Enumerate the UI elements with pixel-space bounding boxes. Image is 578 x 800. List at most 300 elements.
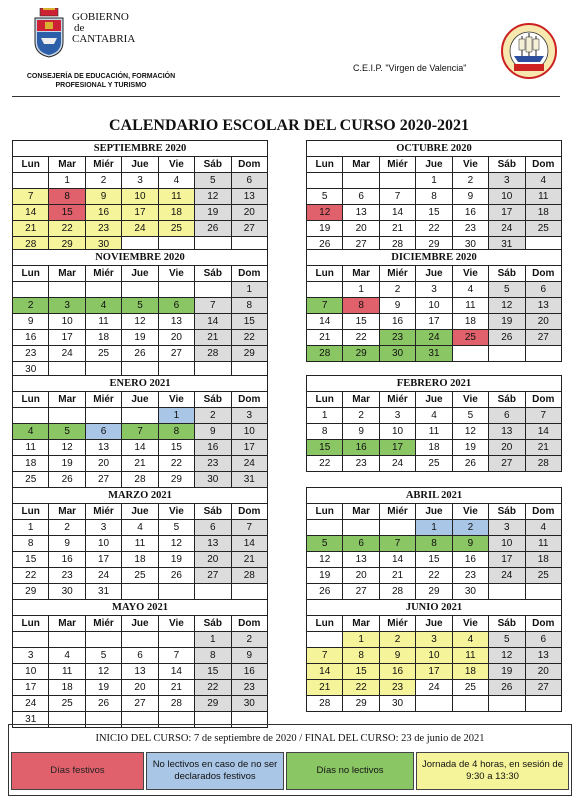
day-cell: 15 bbox=[158, 440, 194, 456]
day-cell: 28 bbox=[307, 696, 343, 712]
day-cell: 16 bbox=[343, 440, 379, 456]
day-cell: 10 bbox=[231, 424, 267, 440]
weekday-header: Jue bbox=[122, 392, 158, 408]
day-cell: 16 bbox=[85, 205, 121, 221]
day-cell: 11 bbox=[452, 298, 488, 314]
day-cell: 23 bbox=[343, 456, 379, 472]
day-cell: 10 bbox=[122, 189, 158, 205]
day-cell: 4 bbox=[525, 520, 561, 536]
gov-line-2: de bbox=[74, 22, 85, 34]
day-cell: 4 bbox=[452, 282, 488, 298]
day-cell: 14 bbox=[195, 314, 231, 330]
day-cell: 17 bbox=[231, 440, 267, 456]
day-cell: 13 bbox=[122, 664, 158, 680]
weekday-header: Sáb bbox=[195, 266, 231, 282]
weekday-header: Sáb bbox=[489, 392, 525, 408]
day-cell: 22 bbox=[13, 568, 49, 584]
month-title: OCTUBRE 2020 bbox=[307, 141, 562, 157]
day-cell: 24 bbox=[231, 456, 267, 472]
day-cell: 18 bbox=[13, 456, 49, 472]
empty-cell bbox=[85, 282, 121, 298]
day-cell: 1 bbox=[158, 408, 194, 424]
day-cell: 8 bbox=[158, 424, 194, 440]
day-cell: 15 bbox=[231, 314, 267, 330]
day-cell: 7 bbox=[195, 298, 231, 314]
empty-cell bbox=[231, 584, 267, 600]
month-table bbox=[12, 487, 268, 600]
day-cell: 24 bbox=[122, 221, 158, 237]
day-cell: 2 bbox=[379, 632, 415, 648]
day-cell: 6 bbox=[122, 648, 158, 664]
day-cell: 21 bbox=[122, 456, 158, 472]
weekday-header: Jue bbox=[416, 266, 452, 282]
day-cell: 3 bbox=[231, 408, 267, 424]
day-cell: 7 bbox=[122, 424, 158, 440]
day-cell: 12 bbox=[158, 536, 194, 552]
day-cell: 7 bbox=[307, 298, 343, 314]
day-cell: 16 bbox=[452, 552, 488, 568]
weekday-header: Miér bbox=[379, 266, 415, 282]
day-cell: 1 bbox=[13, 520, 49, 536]
day-cell: 26 bbox=[122, 346, 158, 362]
day-cell: 14 bbox=[525, 424, 561, 440]
day-cell: 12 bbox=[452, 424, 488, 440]
weekday-header: Mar bbox=[49, 392, 85, 408]
empty-cell bbox=[158, 584, 194, 600]
day-cell: 27 bbox=[525, 680, 561, 696]
consejeria-label: CONSEJERÍA DE EDUCACIÓN, FORMACIÓN PROFESIONAL Y TURISMO bbox=[26, 73, 176, 89]
weekday-header: Mar bbox=[49, 157, 85, 173]
month-title: ENERO 2021 bbox=[13, 376, 268, 392]
weekday-header: Lun bbox=[13, 157, 49, 173]
month-table bbox=[306, 249, 562, 362]
day-cell: 19 bbox=[49, 456, 85, 472]
day-cell: 6 bbox=[525, 632, 561, 648]
month-9 bbox=[306, 599, 562, 712]
weekday-header: Mar bbox=[49, 266, 85, 282]
day-cell: 25 bbox=[525, 221, 561, 237]
day-cell: 28 bbox=[195, 346, 231, 362]
day-cell: 8 bbox=[195, 648, 231, 664]
day-cell: 10 bbox=[13, 664, 49, 680]
day-cell: 17 bbox=[49, 330, 85, 346]
month-title: SEPTIEMBRE 2020 bbox=[13, 141, 268, 157]
day-cell: 12 bbox=[49, 440, 85, 456]
day-cell: 18 bbox=[416, 440, 452, 456]
empty-cell bbox=[489, 696, 525, 712]
weekday-header: Dom bbox=[231, 504, 267, 520]
day-cell: 5 bbox=[307, 536, 343, 552]
day-cell: 29 bbox=[13, 584, 49, 600]
empty-cell bbox=[379, 173, 415, 189]
day-cell: 19 bbox=[452, 440, 488, 456]
day-cell: 28 bbox=[158, 696, 194, 712]
empty-cell bbox=[489, 584, 525, 600]
day-cell: 30 bbox=[379, 696, 415, 712]
day-cell: 28 bbox=[379, 584, 415, 600]
month-title: DICIEMBRE 2020 bbox=[307, 250, 562, 266]
day-cell: 27 bbox=[231, 221, 267, 237]
day-cell: 3 bbox=[13, 648, 49, 664]
day-cell: 17 bbox=[416, 664, 452, 680]
day-cell: 9 bbox=[379, 298, 415, 314]
day-cell: 4 bbox=[85, 298, 121, 314]
day-cell: 16 bbox=[195, 440, 231, 456]
month-title: NOVIEMBRE 2020 bbox=[13, 250, 268, 266]
day-cell: 14 bbox=[379, 205, 415, 221]
weekday-header: Vie bbox=[452, 266, 488, 282]
day-cell: 25 bbox=[122, 568, 158, 584]
day-cell: 25 bbox=[85, 346, 121, 362]
empty-cell bbox=[158, 632, 194, 648]
weekday-header: Vie bbox=[158, 616, 194, 632]
day-cell: 8 bbox=[343, 648, 379, 664]
day-cell: 11 bbox=[122, 536, 158, 552]
day-cell: 10 bbox=[489, 189, 525, 205]
day-cell: 2 bbox=[85, 173, 121, 189]
weekday-header: Miér bbox=[85, 266, 121, 282]
day-cell: 31 bbox=[85, 584, 121, 600]
day-cell: 21 bbox=[231, 552, 267, 568]
government-name bbox=[72, 12, 135, 45]
month-1 bbox=[306, 140, 562, 253]
day-cell: 18 bbox=[49, 680, 85, 696]
day-cell: 10 bbox=[49, 314, 85, 330]
day-cell: 7 bbox=[13, 189, 49, 205]
weekday-header: Lun bbox=[307, 157, 343, 173]
day-cell: 23 bbox=[379, 330, 415, 346]
day-cell: 25 bbox=[158, 221, 194, 237]
day-cell: 20 bbox=[122, 680, 158, 696]
weekday-header: Sáb bbox=[195, 616, 231, 632]
day-cell: 23 bbox=[13, 346, 49, 362]
weekday-header: Sáb bbox=[489, 266, 525, 282]
empty-cell bbox=[343, 520, 379, 536]
weekday-header: Lun bbox=[13, 392, 49, 408]
day-cell: 4 bbox=[122, 520, 158, 536]
legend-no-lectivos bbox=[286, 752, 414, 790]
day-cell: 16 bbox=[13, 330, 49, 346]
weekday-header: Jue bbox=[122, 157, 158, 173]
day-cell: 12 bbox=[307, 552, 343, 568]
day-cell: 15 bbox=[343, 664, 379, 680]
day-cell: 7 bbox=[158, 648, 194, 664]
legend bbox=[8, 724, 572, 796]
day-cell: 22 bbox=[343, 680, 379, 696]
empty-cell bbox=[416, 696, 452, 712]
day-cell: 30 bbox=[379, 346, 415, 362]
day-cell: 20 bbox=[525, 664, 561, 680]
day-cell: 14 bbox=[307, 314, 343, 330]
day-cell: 11 bbox=[452, 648, 488, 664]
day-cell: 2 bbox=[379, 282, 415, 298]
weekday-header: Jue bbox=[416, 616, 452, 632]
day-cell: 5 bbox=[195, 173, 231, 189]
day-cell: 31 bbox=[489, 237, 525, 253]
weekday-header: Vie bbox=[452, 504, 488, 520]
day-cell: 21 bbox=[13, 221, 49, 237]
weekday-header: Lun bbox=[307, 392, 343, 408]
day-cell: 10 bbox=[379, 424, 415, 440]
day-cell: 17 bbox=[489, 552, 525, 568]
empty-cell bbox=[525, 696, 561, 712]
empty-cell bbox=[525, 584, 561, 600]
day-cell: 11 bbox=[525, 536, 561, 552]
day-cell: 1 bbox=[416, 173, 452, 189]
day-cell: 13 bbox=[525, 298, 561, 314]
day-cell: 3 bbox=[379, 408, 415, 424]
day-cell: 17 bbox=[379, 440, 415, 456]
month-table bbox=[12, 249, 268, 378]
weekday-header: Vie bbox=[452, 392, 488, 408]
weekday-header: Lun bbox=[13, 504, 49, 520]
day-cell: 27 bbox=[85, 472, 121, 488]
day-cell: 15 bbox=[416, 552, 452, 568]
day-cell: 15 bbox=[13, 552, 49, 568]
day-cell: 6 bbox=[195, 520, 231, 536]
weekday-header: Dom bbox=[525, 266, 561, 282]
day-cell: 6 bbox=[489, 408, 525, 424]
day-cell: 2 bbox=[49, 520, 85, 536]
legend-jornada-label: Jornada de 4 horas, en sesión de 9:30 a 13:30 bbox=[421, 759, 563, 782]
empty-cell bbox=[307, 282, 343, 298]
day-cell: 16 bbox=[452, 205, 488, 221]
day-cell: 19 bbox=[489, 664, 525, 680]
day-cell: 5 bbox=[489, 632, 525, 648]
day-cell: 21 bbox=[525, 440, 561, 456]
weekday-header: Jue bbox=[416, 504, 452, 520]
day-cell: 12 bbox=[122, 314, 158, 330]
weekday-header: Lun bbox=[307, 504, 343, 520]
day-cell: 15 bbox=[49, 205, 85, 221]
weekday-header: Lun bbox=[13, 616, 49, 632]
empty-cell bbox=[122, 282, 158, 298]
day-cell: 16 bbox=[379, 314, 415, 330]
day-cell: 29 bbox=[343, 696, 379, 712]
day-cell: 6 bbox=[343, 189, 379, 205]
day-cell: 23 bbox=[379, 680, 415, 696]
weekday-header: Jue bbox=[122, 616, 158, 632]
day-cell: 24 bbox=[416, 330, 452, 346]
day-cell: 17 bbox=[13, 680, 49, 696]
course-period: INICIO DEL CURSO: 7 de septiembre de 2020 / FINAL DEL CURSO: 23 de junio de 2021 bbox=[95, 733, 485, 744]
day-cell: 5 bbox=[49, 424, 85, 440]
day-cell: 23 bbox=[452, 568, 488, 584]
day-cell: 26 bbox=[158, 568, 194, 584]
day-cell: 11 bbox=[525, 189, 561, 205]
day-cell: 14 bbox=[307, 664, 343, 680]
day-cell: 11 bbox=[416, 424, 452, 440]
day-cell: 11 bbox=[85, 314, 121, 330]
weekday-header: Dom bbox=[525, 392, 561, 408]
weekday-header: Miér bbox=[85, 157, 121, 173]
day-cell: 20 bbox=[489, 440, 525, 456]
empty-cell bbox=[307, 173, 343, 189]
day-cell: 28 bbox=[231, 568, 267, 584]
day-cell: 9 bbox=[85, 189, 121, 205]
day-cell: 4 bbox=[158, 173, 194, 189]
day-cell: 13 bbox=[231, 189, 267, 205]
legend-festivos-label: Días festivos bbox=[50, 765, 105, 776]
day-cell: 19 bbox=[307, 568, 343, 584]
day-cell: 17 bbox=[85, 552, 121, 568]
day-cell: 2 bbox=[343, 408, 379, 424]
day-cell: 22 bbox=[343, 330, 379, 346]
day-cell: 23 bbox=[195, 456, 231, 472]
day-cell: 7 bbox=[525, 408, 561, 424]
empty-cell bbox=[195, 584, 231, 600]
weekday-header: Miér bbox=[379, 157, 415, 173]
day-cell: 10 bbox=[85, 536, 121, 552]
day-cell: 12 bbox=[195, 189, 231, 205]
day-cell: 24 bbox=[489, 568, 525, 584]
day-cell: 18 bbox=[525, 205, 561, 221]
empty-cell bbox=[85, 632, 121, 648]
day-cell: 21 bbox=[307, 680, 343, 696]
day-cell: 13 bbox=[489, 424, 525, 440]
day-cell: 2 bbox=[452, 173, 488, 189]
weekday-header: Vie bbox=[158, 392, 194, 408]
day-cell: 21 bbox=[379, 221, 415, 237]
month-table bbox=[12, 375, 268, 488]
empty-cell bbox=[379, 520, 415, 536]
empty-cell bbox=[13, 632, 49, 648]
day-cell: 31 bbox=[13, 712, 49, 728]
day-cell: 27 bbox=[195, 568, 231, 584]
day-cell: 2 bbox=[13, 298, 49, 314]
day-cell: 30 bbox=[195, 472, 231, 488]
day-cell: 1 bbox=[343, 282, 379, 298]
day-cell: 3 bbox=[416, 282, 452, 298]
month-table bbox=[306, 599, 562, 712]
day-cell: 2 bbox=[231, 632, 267, 648]
day-cell: 29 bbox=[195, 696, 231, 712]
day-cell: 26 bbox=[452, 456, 488, 472]
day-cell: 30 bbox=[49, 584, 85, 600]
day-cell: 20 bbox=[85, 456, 121, 472]
day-cell: 19 bbox=[85, 680, 121, 696]
weekday-header: Jue bbox=[122, 504, 158, 520]
legend-no-lectivos-caso-label: No lectivos en caso de no ser declarados festivos bbox=[152, 759, 278, 782]
day-cell: 1 bbox=[195, 632, 231, 648]
weekday-header: Dom bbox=[525, 504, 561, 520]
day-cell: 16 bbox=[231, 664, 267, 680]
weekday-header: Sáb bbox=[195, 392, 231, 408]
day-cell: 6 bbox=[343, 536, 379, 552]
day-cell: 26 bbox=[307, 584, 343, 600]
day-cell: 18 bbox=[122, 552, 158, 568]
day-cell: 27 bbox=[525, 330, 561, 346]
day-cell: 9 bbox=[452, 189, 488, 205]
weekday-header: Dom bbox=[525, 616, 561, 632]
day-cell: 14 bbox=[158, 664, 194, 680]
day-cell: 24 bbox=[416, 680, 452, 696]
day-cell: 25 bbox=[525, 568, 561, 584]
day-cell: 27 bbox=[122, 696, 158, 712]
weekday-header: Vie bbox=[452, 157, 488, 173]
day-cell: 13 bbox=[525, 648, 561, 664]
day-cell: 18 bbox=[452, 664, 488, 680]
day-cell: 24 bbox=[49, 346, 85, 362]
day-cell: 14 bbox=[379, 552, 415, 568]
day-cell: 4 bbox=[13, 424, 49, 440]
day-cell: 26 bbox=[489, 680, 525, 696]
day-cell: 25 bbox=[452, 330, 488, 346]
day-cell: 3 bbox=[49, 298, 85, 314]
weekday-header: Mar bbox=[343, 157, 379, 173]
day-cell: 20 bbox=[231, 205, 267, 221]
day-cell: 29 bbox=[49, 237, 85, 253]
calendar-title: CALENDARIO ESCOLAR DEL CURSO 2020-2021 bbox=[108, 117, 470, 134]
weekday-header: Sáb bbox=[489, 504, 525, 520]
month-8 bbox=[12, 599, 268, 728]
weekday-header: Dom bbox=[231, 266, 267, 282]
month-title: MAYO 2021 bbox=[13, 600, 268, 616]
day-cell: 20 bbox=[158, 330, 194, 346]
day-cell: 25 bbox=[452, 680, 488, 696]
day-cell: 3 bbox=[85, 520, 121, 536]
day-cell: 22 bbox=[195, 680, 231, 696]
day-cell: 5 bbox=[452, 408, 488, 424]
day-cell: 6 bbox=[158, 298, 194, 314]
day-cell: 23 bbox=[452, 221, 488, 237]
empty-cell bbox=[13, 173, 49, 189]
month-table bbox=[306, 140, 562, 253]
weekday-header: Sáb bbox=[489, 157, 525, 173]
weekday-header: Mar bbox=[343, 616, 379, 632]
empty-cell bbox=[49, 632, 85, 648]
month-table bbox=[12, 599, 268, 728]
weekday-header: Sáb bbox=[489, 616, 525, 632]
weekday-header: Dom bbox=[231, 392, 267, 408]
empty-cell bbox=[195, 282, 231, 298]
legend-no-lectivos-label: Días no lectivos bbox=[316, 765, 384, 776]
weekday-header: Jue bbox=[416, 392, 452, 408]
day-cell: 12 bbox=[489, 298, 525, 314]
day-cell: 4 bbox=[416, 408, 452, 424]
empty-cell bbox=[122, 584, 158, 600]
empty-cell bbox=[13, 408, 49, 424]
day-cell: 19 bbox=[122, 330, 158, 346]
weekday-header: Lun bbox=[307, 616, 343, 632]
day-cell: 28 bbox=[307, 346, 343, 362]
day-cell: 30 bbox=[452, 584, 488, 600]
day-cell: 4 bbox=[49, 648, 85, 664]
day-cell: 16 bbox=[49, 552, 85, 568]
day-cell: 18 bbox=[452, 314, 488, 330]
legend-festivos bbox=[11, 752, 144, 790]
day-cell: 26 bbox=[49, 472, 85, 488]
weekday-header: Miér bbox=[379, 392, 415, 408]
day-cell: 9 bbox=[195, 424, 231, 440]
day-cell: 5 bbox=[122, 298, 158, 314]
day-cell: 15 bbox=[416, 205, 452, 221]
day-cell: 1 bbox=[343, 632, 379, 648]
month-table bbox=[12, 140, 268, 253]
month-7 bbox=[306, 487, 562, 600]
header-divider bbox=[12, 96, 560, 97]
day-cell: 8 bbox=[416, 536, 452, 552]
weekday-header: Mar bbox=[343, 266, 379, 282]
gov-line-1: GOBIERNO bbox=[72, 11, 129, 23]
weekday-header: Lun bbox=[13, 266, 49, 282]
day-cell: 22 bbox=[416, 221, 452, 237]
day-cell: 8 bbox=[49, 189, 85, 205]
empty-cell bbox=[85, 408, 121, 424]
day-cell: 30 bbox=[452, 237, 488, 253]
day-cell: 22 bbox=[416, 568, 452, 584]
day-cell: 29 bbox=[343, 346, 379, 362]
